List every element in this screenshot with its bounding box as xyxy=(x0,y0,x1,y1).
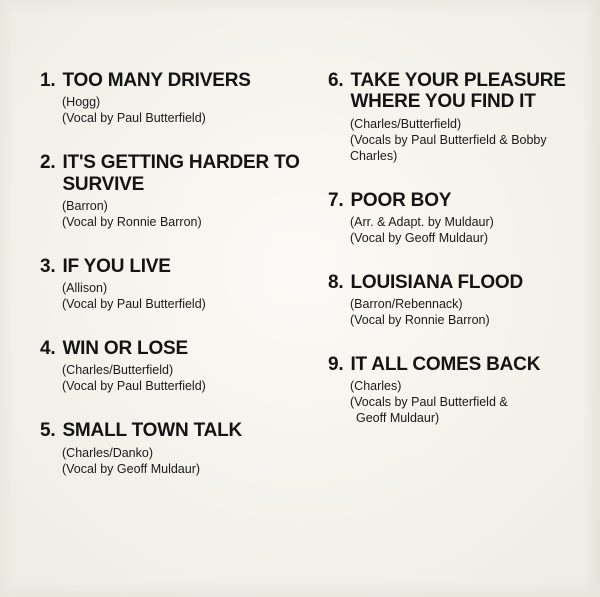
track-title-row xyxy=(328,190,578,211)
track-listing xyxy=(40,338,320,394)
track-number: 8. xyxy=(328,271,344,293)
track-credit: (Vocal by Paul Butterfield) xyxy=(62,297,206,312)
track-name: IF YOU LIVE xyxy=(62,255,171,277)
track-listing xyxy=(328,272,578,328)
track-title-row xyxy=(328,70,578,113)
tracklist-column-left xyxy=(40,70,320,503)
track-credit: (Barron/Rebennack) xyxy=(350,297,463,312)
track-credit: (Vocal by Ronnie Barron) xyxy=(62,214,202,229)
track-credit: (Barron) xyxy=(62,198,108,213)
track-title-row xyxy=(328,354,578,375)
track-title-row xyxy=(40,420,320,441)
track-number: 1. xyxy=(40,70,56,91)
track-credit: (Vocal by Paul Butterfield) xyxy=(62,111,206,126)
track-number: 7. xyxy=(328,189,344,211)
track-listing xyxy=(328,190,578,246)
track-title-row xyxy=(40,256,320,277)
track-credit: (Vocal by Geoff Muldaur) xyxy=(350,230,489,245)
track-number: 5. xyxy=(40,420,56,442)
track-credit: (Vocals by Paul Butterfield & Bobby xyxy=(350,132,547,147)
track-listing xyxy=(40,420,320,476)
track-credit: (Vocal by Geoff Muldaur) xyxy=(62,461,201,476)
track-number: 6. xyxy=(328,70,344,91)
track-title-row xyxy=(40,70,320,91)
track-number: 3. xyxy=(40,255,56,277)
track-name: TOO MANY DRIVERS xyxy=(62,70,251,91)
track-credit: (Charles/Butterfield) xyxy=(350,116,462,131)
track-listing xyxy=(328,70,578,164)
tracklist-column-right xyxy=(328,70,578,452)
track-name: IT ALL COMES BACK xyxy=(350,354,541,376)
track-credit: Geoff Muldaur) xyxy=(356,411,440,426)
track-name: IT'S GETTING HARDER TO SURVIVE xyxy=(62,152,300,195)
track-credit: (Vocals by Paul Butterfield & xyxy=(350,395,508,410)
track-credit: (Hogg) xyxy=(62,95,101,110)
track-listing xyxy=(40,70,320,126)
track-credit: (Charles/Butterfield) xyxy=(62,363,174,378)
track-title-row xyxy=(40,338,320,359)
track-number: 9. xyxy=(328,354,344,376)
track-credit: (Allison) xyxy=(62,281,108,296)
track-title-row xyxy=(328,272,578,293)
track-title-row xyxy=(40,152,320,195)
track-credit: (Vocal by Ronnie Barron) xyxy=(350,313,490,328)
track-credit: (Arr. & Adapt. by Muldaur) xyxy=(350,214,494,229)
track-number: 4. xyxy=(40,338,56,360)
track-name: WIN OR LOSE xyxy=(62,338,188,360)
track-credit: (Charles/Danko) xyxy=(62,445,154,460)
track-listing xyxy=(40,152,320,230)
track-name: LOUISIANA FLOOD xyxy=(350,271,524,293)
track-name: POOR BOY xyxy=(350,189,452,211)
track-credit: Charles) xyxy=(350,148,398,163)
track-credit: (Charles) xyxy=(350,379,402,394)
track-listing xyxy=(40,256,320,312)
track-credit: (Vocal by Paul Butterfield) xyxy=(62,379,206,394)
track-name: SMALL TOWN TALK xyxy=(62,420,243,442)
track-name: TAKE YOUR PLEASURE WHERE YOU FIND IT xyxy=(350,70,566,113)
track-listing xyxy=(328,354,578,426)
track-number: 2. xyxy=(40,152,56,174)
